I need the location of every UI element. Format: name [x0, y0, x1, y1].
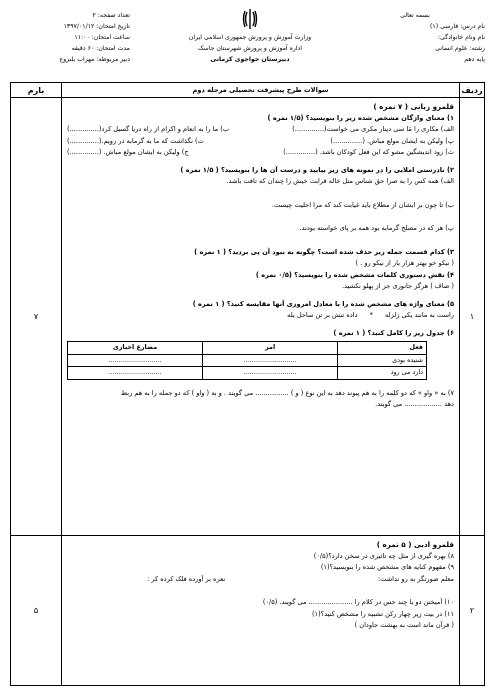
- question-item: ۹) مفهوم کنایه های مشخص شده را بنویسید؟(۱): [320, 563, 454, 571]
- question-item: ۱۰) آمیختن دو یا چند حس در کلام را ..................... می گویند. (۰/۵): [262, 598, 454, 606]
- course-name: نام درس: فارسی (۱): [429, 23, 485, 30]
- table-row: [11, 536, 485, 686]
- header-bismillah: بسمه تعالی: [400, 12, 430, 19]
- verb-table: [67, 341, 427, 380]
- header-right: [345, 10, 485, 65]
- row-number-header: ردیف: [460, 83, 485, 98]
- verb-col-header: فعل: [338, 342, 427, 355]
- header-center: [160, 8, 340, 65]
- score-header: بارم: [11, 83, 62, 98]
- answer-blank[interactable]: ..........................: [203, 354, 338, 367]
- section-title: قلمرو زبانی ( ۷ نمره ): [373, 102, 454, 111]
- question-item: ج) ولیکن به ایشان مولع مباش. (..............): [67, 148, 189, 156]
- questions-title-header: سوالات طرح پیشرفت تحصیلی مرحله دوم: [62, 83, 460, 98]
- section-title: قلمرو ادبی ( ۵ نمره ): [376, 540, 454, 549]
- exam-duration: مدت امتحان: ۶۰ دقیقه: [71, 45, 130, 52]
- student-name: نام ونام خانوادگی:: [437, 34, 485, 41]
- exam-page: [10, 8, 485, 690]
- present-col-header: مضارع اخباری: [68, 342, 203, 355]
- question-item: پ) هر که در مصلح گرمابه بود همه بر پای خواسته بودند.: [299, 224, 454, 232]
- question-title: ۶) جدول زیر را کامل کنید؟ ( ۱ نمره ): [333, 328, 454, 337]
- question-item: الف) همه کس را به صرا حق شناس مثل خاله قرابت خیش را چندان که تافت باشد.: [226, 177, 454, 185]
- question-title: ۳) کدام قسمت جمله زیر حذف شده است؟ چگونه به نبود آن پی بردید؟ ( ۱ نمره ): [194, 247, 454, 256]
- question-item: ب) تا چون بر ایشان از مطلاع باید غیابت کند که مرا احلیت چیست.: [271, 200, 454, 209]
- question-cell: [62, 536, 460, 686]
- teacher-name: دبیر مربوطه: مهراب بلنروج: [59, 56, 130, 63]
- header-left: [10, 10, 130, 65]
- field-of-study: رشته: علوم انسانی: [435, 45, 485, 52]
- verb-cell: شنیده بودی: [338, 354, 427, 367]
- verb-table-row: [68, 367, 427, 380]
- exam-time: ساعت امتحان: ۱۱:۰۰: [74, 34, 130, 41]
- grade-level: پایه دهم: [464, 56, 485, 63]
- question-title: ۱) معنای واژگان مشخص شده زیر را بنویسید؟ (۱/۵ نمره ): [267, 113, 454, 122]
- question-score: ۷: [11, 98, 62, 536]
- question-line: [67, 124, 454, 136]
- question-item: ( صاف ) هرگز جانوری جز از پهلو نکشید.: [341, 282, 454, 290]
- poem-line: راست به مانند یکی زلزله * داده تنش بر تن ساحل یله: [287, 311, 454, 319]
- page-count: تعداد صفحه: ۲: [92, 12, 130, 19]
- answer-blank[interactable]: ..........................: [203, 367, 338, 380]
- question-cell: [62, 98, 460, 536]
- question-line: [67, 136, 454, 148]
- question-item: ۱۱) در بیت زیر چهار رکن تشبیه را مشخص کنید؟(۱): [311, 609, 454, 618]
- table-header-row: [11, 83, 485, 98]
- question-item: دهد .................. می گویند.: [375, 400, 454, 408]
- exam-date: تاریخ امتحان: ۱۳۹۷/۰۱/۱۲: [63, 23, 130, 30]
- question-title: ۵) معنای واژه های مشخص شده را با معادل امروزی آنها مقایسه کنید؟ ( ۱ نمره ): [192, 299, 454, 308]
- question-item: ۸) بهره گیری از مثل چه تاثیری در سخن دارد؟(۰/۵): [313, 551, 454, 560]
- question-title: ۴) نقش دستوری کلمات مشخص شده را بنویسید؟ (۰/۵ نمره ): [255, 270, 454, 279]
- questions-table: [10, 82, 485, 686]
- question-line: [67, 147, 454, 159]
- question-item: ب) ما را به انعام و اکرام از راه دریا گسیل کرد(..............): [67, 125, 230, 133]
- table-row: [11, 98, 485, 536]
- poem-hemistich: داده تنش بر تن ساحل یله: [287, 311, 358, 319]
- verb-table-header: [68, 342, 427, 355]
- ministry-name: وزارت آموزش و پرورش جمهوری اسلامی ایران: [188, 34, 312, 41]
- school-name: دبیرستان خواجوی کرمانی: [210, 56, 290, 63]
- question-line: [67, 574, 454, 586]
- iran-emblem-icon: [242, 8, 258, 30]
- question-item: ث) زود انديشگين مشو كه اين فعل كودكان باشد. (..............): [283, 148, 454, 156]
- row-number: ۱: [460, 98, 485, 536]
- poem-hemistich: راست به مانند یکی زلزله: [385, 311, 454, 319]
- question-item: ت) نگذاشت که ما به گرمابه در رویم.(..............): [67, 136, 204, 145]
- answer-blank[interactable]: ..........................: [68, 367, 203, 380]
- question-title: ۲) نادرستی املایی را در نمونه های زیر بیابید و درست آن ها را بنویسید؟ ( ۱/۵ نمره ): [180, 165, 454, 174]
- department-name: اداره آموزش و پرورش شهرستان جاسک: [197, 45, 303, 52]
- question-score: ۵: [11, 536, 62, 686]
- verb-table-row: [68, 354, 427, 367]
- answer-blank[interactable]: ..........................: [68, 354, 203, 367]
- question-item: پ) ولیکن به ایشان مولع مباش. (..............): [330, 136, 454, 145]
- question-item: نعره بر آورده فلک کرده کر :: [147, 574, 226, 583]
- exam-header: [10, 8, 485, 78]
- question-item: ( نیکو خو بهتر هزار بار از نیکو رو . ): [355, 259, 454, 267]
- question-item: الف) مکاری را مَا سی دینار مکری می خواست(..............): [292, 125, 454, 133]
- question-item: ( قرآن ماند است به بهشت جاودان ): [354, 621, 454, 629]
- question-item: معلم صورتگر به رو نداشت:: [377, 574, 454, 583]
- question-item: ۷) به « واو » که دو کلمه را به هم پیوند دهد به این نوع ( و ) ................ می گویند . و به ( واو ) که دو جمله را به هم ربط: [120, 388, 454, 397]
- row-number: ۲: [460, 536, 485, 686]
- verb-cell: دارد می رود: [338, 367, 427, 380]
- imperative-col-header: امر: [203, 342, 338, 355]
